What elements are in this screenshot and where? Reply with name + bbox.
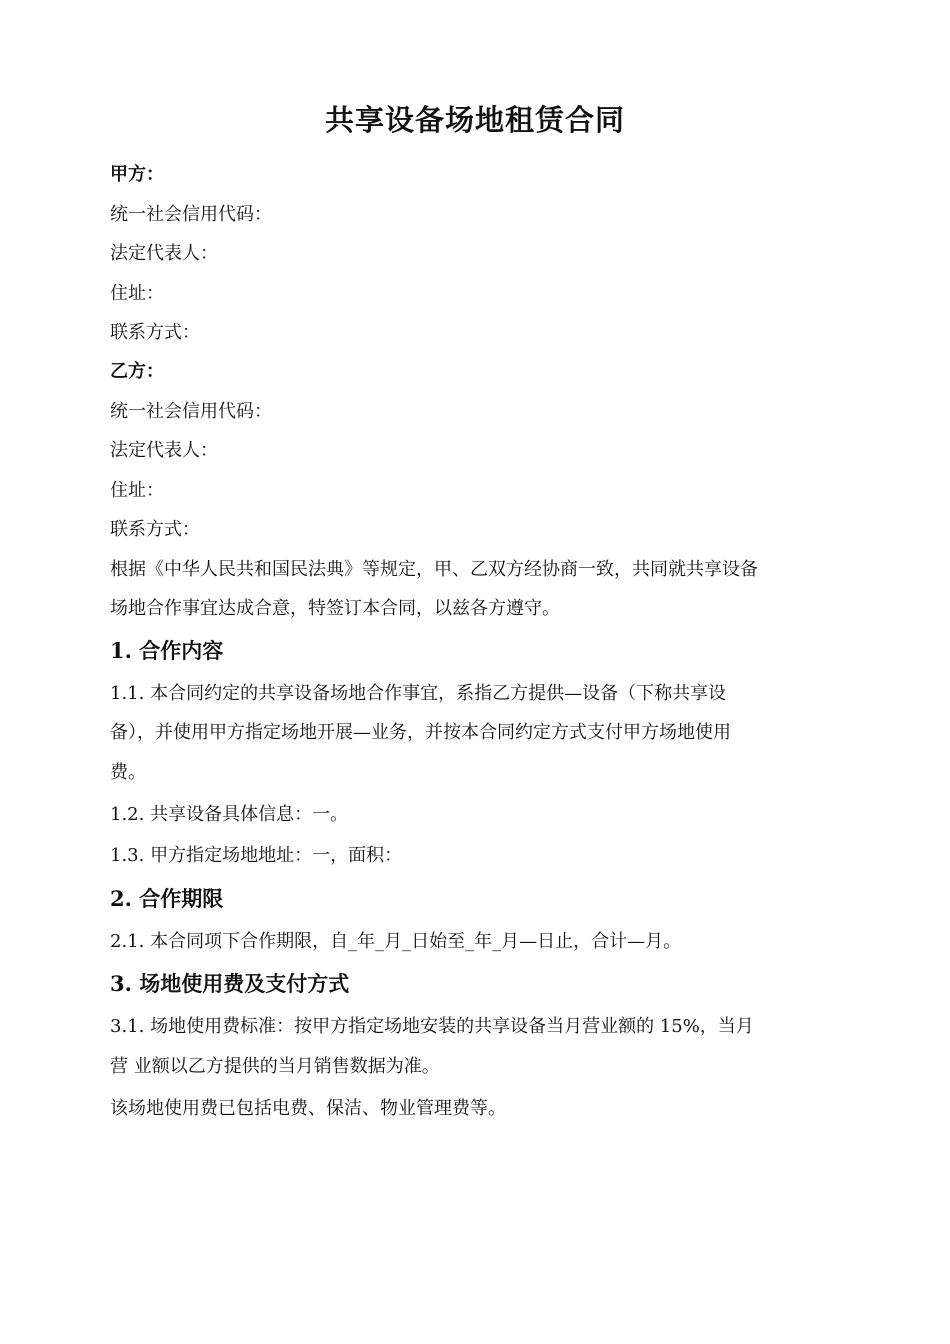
section-heading: 3. 场地使用费及支付方式	[110, 971, 350, 996]
clause-line: 1.3. 甲方指定场地地址：一，面积：	[110, 845, 403, 866]
clause-line: 费。	[110, 762, 146, 783]
clause-line: 备），并使用甲方指定场地开展—业务，并按本合同约定方式支付甲方场地使用	[110, 722, 731, 743]
clause-line: 1.1. 本合同约定的共享设备场地合作事宜，系指乙方提供—设备（下称共享设	[110, 683, 727, 704]
party-b-contact: 联系方式：	[110, 519, 200, 540]
clause-line: 营 业额以乙方提供的当月销售数据为准。	[110, 1056, 440, 1077]
party-a-address: 住址：	[110, 283, 164, 304]
clause-line: 1.2. 共享设备具体信息：一。	[110, 804, 349, 825]
section-heading: 1. 合作内容	[110, 638, 224, 663]
clause-line: 该场地使用费已包括电费、保洁、物业管理费等。	[110, 1098, 506, 1119]
party-b-legal-rep: 法定代表人：	[110, 440, 218, 461]
section-heading: 2. 合作期限	[110, 886, 224, 911]
party-a-credit-code: 统一社会信用代码：	[110, 204, 272, 225]
preamble-line: 根据《中华人民共和国民法典》等规定，甲、乙双方经协商一致，共同就共享设备	[110, 559, 758, 580]
document-title: 共享设备场地租赁合同	[324, 103, 625, 137]
preamble-line: 场地合作事宜达成合意，特签订本合同，以兹各方遵守。	[110, 598, 560, 619]
party-a-label: 甲方：	[110, 164, 164, 185]
party-b-credit-code: 统一社会信用代码：	[110, 401, 272, 422]
clause-line: 3.1. 场地使用费标准：按甲方指定场地安装的共享设备当月营业额的 15%，当月	[110, 1016, 754, 1037]
party-b-label: 乙方：	[110, 361, 164, 382]
party-b-address: 住址：	[110, 480, 164, 501]
party-a-legal-rep: 法定代表人：	[110, 243, 218, 264]
clause-line: 2.1. 本合同项下合作期限，自_年_月_日始至_年_月—日止，合计—月。	[110, 931, 682, 952]
party-a-contact: 联系方式：	[110, 322, 200, 343]
